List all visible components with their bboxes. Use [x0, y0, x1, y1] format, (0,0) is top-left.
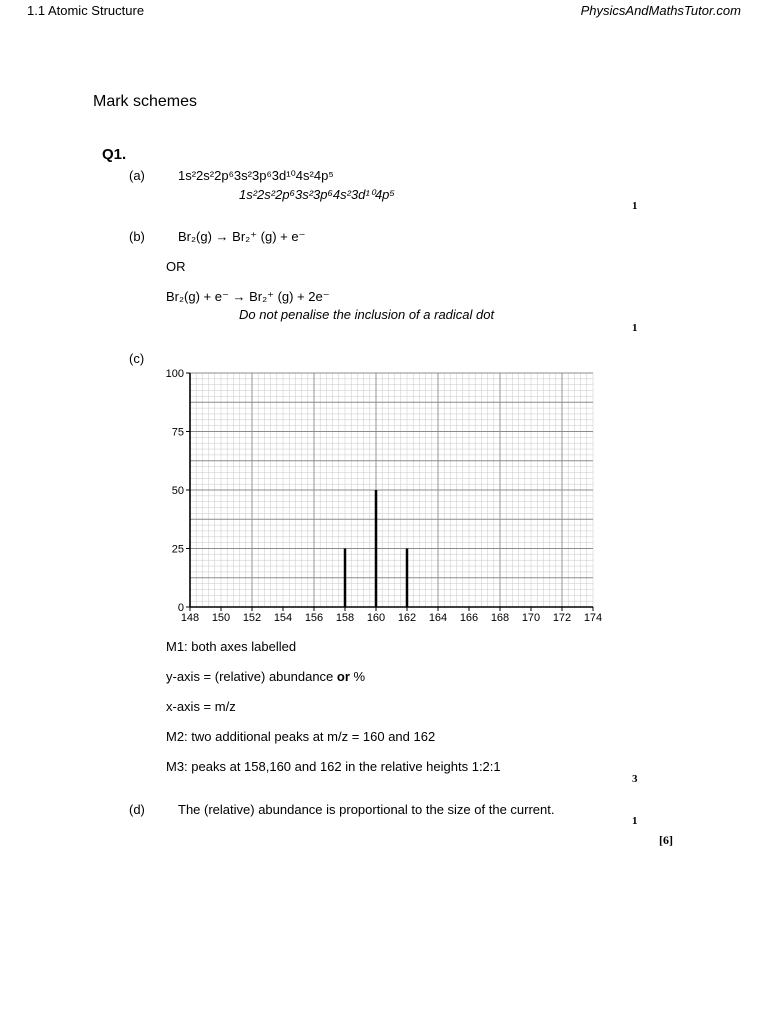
part-b-note: Do not penalise the inclusion of a radical dot: [239, 307, 495, 322]
x-tick-label-154: 154: [273, 612, 293, 624]
part-b-equation-2: Br₂(g) + e⁻ → Br₂⁺ (g) + 2e⁻: [166, 289, 330, 304]
chart-y-ticks: [166, 368, 190, 614]
question-total: [6]: [659, 833, 673, 847]
part-a-alternative: 1s²2s²2p⁶3s²3p⁶4s²3d¹⁰4p⁵: [239, 187, 395, 202]
x-tick-label-174: 174: [583, 612, 603, 624]
page-header-site: PhysicsAndMathsTutor.com: [580, 3, 741, 18]
chart-x-ticks: [181, 607, 602, 624]
x-tick-label-166: 166: [459, 612, 479, 624]
x-tick-label-170: 170: [521, 612, 541, 624]
part-c-point-5: M3: peaks at 158,160 and 162 in the relative heights 1:2:1: [166, 759, 501, 774]
part-c-point-2: [166, 669, 365, 684]
part-c-point-2-text: y-axis = (relative) abundance or %: [166, 669, 366, 684]
part-b-mark: 1: [632, 322, 638, 334]
part-d-mark: 1: [632, 815, 638, 827]
x-tick-label-148: 148: [180, 612, 200, 624]
question-number: Q1.: [102, 146, 127, 163]
y-tick-label-0: 0: [177, 602, 184, 614]
y-tick-label-75: 75: [171, 426, 184, 439]
part-a-answer: 1s²2s²2p⁶3s²3p⁶3d¹⁰4s²4p⁵: [178, 168, 334, 183]
y-tick-label-50: 50: [171, 485, 184, 497]
part-b-label: (b): [129, 229, 145, 244]
part-a-label: (a): [129, 168, 145, 183]
part-a-mark: 1: [632, 200, 638, 212]
part-d-answer: The (relative) abundance is proportional to the size of the current.: [178, 802, 555, 817]
part-d-label: (d): [129, 802, 145, 817]
part-b-equation-1: Br₂(g) → Br₂⁺ (g) + e⁻: [178, 229, 306, 244]
part-b-or: OR: [166, 259, 186, 274]
x-tick-label-168: 168: [490, 612, 510, 624]
x-tick-label-162: 162: [397, 612, 417, 624]
x-tick-label-150: 150: [211, 612, 231, 624]
part-c-point-2-or: or: [336, 669, 350, 684]
part-c-point-1: M1: both axes labelled: [166, 639, 297, 654]
part-c-point-4: M2: two additional peaks at m/z = 160 and 162: [166, 729, 436, 744]
y-tick-label-100: 100: [165, 368, 184, 380]
y-tick-label-25: 25: [171, 543, 184, 556]
page-header-topic: 1.1 Atomic Structure: [27, 3, 145, 18]
x-tick-label-160: 160: [366, 612, 386, 624]
x-tick-label-156: 156: [304, 612, 324, 624]
mass-spectrum-chart: [155, 362, 610, 632]
x-tick-label-152: 152: [242, 612, 262, 624]
x-tick-label-158: 158: [335, 612, 355, 624]
x-tick-label-164: 164: [428, 612, 448, 624]
x-tick-label-172: 172: [552, 612, 572, 624]
part-c-label: (c): [129, 351, 145, 366]
part-c-mark: 3: [632, 773, 638, 785]
part-c-point-3: x-axis = m/z: [166, 699, 236, 714]
page-title: Mark schemes: [93, 93, 198, 110]
